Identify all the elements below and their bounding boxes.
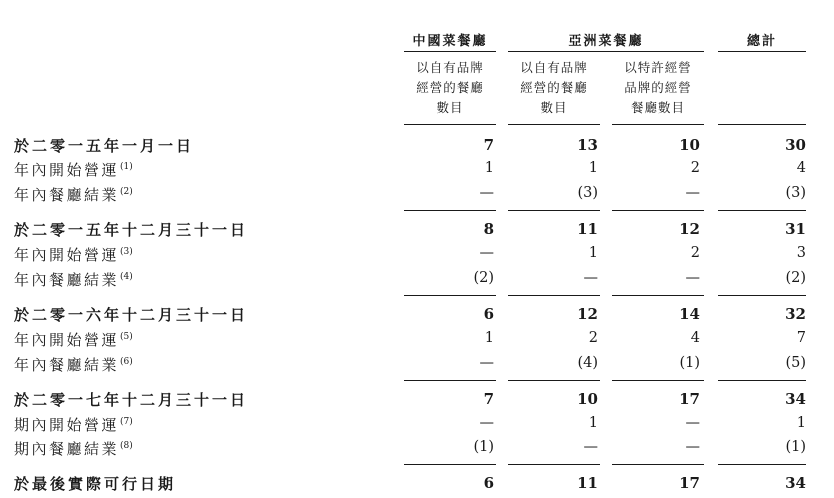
value-cell: 12 [577, 305, 598, 323]
value-cell: 31 [785, 220, 806, 238]
row-label-text: 年內餐廳結業 [14, 356, 120, 374]
group-header-chinese: 中國菜餐廳 [412, 34, 488, 49]
subheader-line: 數目 [436, 100, 464, 115]
value-cell: (3) [577, 185, 598, 201]
value-cell: — [583, 270, 598, 286]
subheader-line: 以特許經營 [624, 60, 692, 75]
row-label-text: 於二零一七年十二月三十一日 [14, 391, 249, 409]
row-label-text: 年內餐廳結業 [14, 271, 120, 289]
subheader-asian-franchise [612, 58, 704, 118]
value-cell: 3 [796, 245, 806, 261]
value-cell: 4 [796, 160, 806, 176]
footnote-marker: (2) [120, 187, 133, 197]
row-label-text: 於二零一六年十二月三十一日 [14, 306, 249, 324]
subtotal-rule [718, 380, 806, 381]
value-cell: 7 [483, 136, 494, 154]
subheader-line: 品牌的經營 [624, 80, 692, 95]
value-cell: 10 [577, 390, 598, 408]
footnote-marker: (5) [120, 332, 133, 342]
row-label-text: 年內餐廳結業 [14, 186, 120, 204]
value-cell: 34 [785, 474, 806, 492]
value-cell: 1 [588, 160, 598, 176]
footnote-marker: (7) [120, 417, 133, 427]
row-label [14, 414, 133, 435]
value-cell: — [583, 439, 598, 455]
group-underline-total [718, 51, 806, 52]
value-cell: 1 [588, 245, 598, 261]
subtotal-rule [718, 295, 806, 296]
value-cell: 30 [785, 136, 806, 154]
value-cell: 1 [484, 330, 494, 346]
group-underline-asian [508, 51, 704, 52]
value-cell: 10 [679, 136, 700, 154]
table-row [14, 327, 822, 351]
subheader-underline [404, 124, 496, 125]
footnote-marker: (3) [120, 247, 133, 257]
row-label-text: 年內開始營運 [14, 331, 120, 349]
subheader-line: 餐廳數目 [630, 100, 685, 115]
row-label [14, 354, 133, 375]
row-label [14, 184, 133, 205]
subheader-asian-own-brand [508, 58, 600, 118]
subtotal-rule [508, 295, 600, 296]
row-label [14, 244, 133, 265]
subtotal-rule [508, 464, 600, 465]
value-cell: (5) [785, 355, 806, 371]
value-cell: 32 [785, 305, 806, 323]
row-label-text: 年內開始營運 [14, 246, 120, 264]
value-cell: (2) [473, 270, 494, 286]
subtotal-rule [612, 464, 704, 465]
value-cell: 7 [796, 330, 806, 346]
row-label-text: 年內開始營運 [14, 161, 120, 179]
value-cell: 34 [785, 390, 806, 408]
subheader-line: 數目 [540, 100, 568, 115]
value-cell: (1) [679, 355, 700, 371]
value-cell: 1 [588, 415, 598, 431]
row-label-text: 期內餐廳結業 [14, 440, 120, 458]
value-cell: 11 [577, 474, 598, 492]
value-cell: — [479, 355, 494, 371]
table-row [14, 387, 822, 411]
value-cell: — [685, 185, 700, 201]
value-cell: 6 [483, 305, 494, 323]
value-cell: 2 [690, 245, 700, 261]
value-cell: 8 [483, 220, 494, 238]
subheader-line: 經營的餐廳 [520, 80, 588, 95]
subtotal-rule [404, 380, 496, 381]
subtotal-rule [612, 380, 704, 381]
subtotal-rule [718, 210, 806, 211]
subheader-underline [508, 124, 600, 125]
subheader-chinese-own-brand [404, 58, 496, 118]
subtotal-rule [404, 464, 496, 465]
value-cell: — [685, 415, 700, 431]
row-label-text: 於二零一五年一月一日 [14, 137, 195, 155]
value-cell: (2) [785, 270, 806, 286]
row-label [14, 438, 133, 459]
row-label [14, 329, 133, 350]
value-cell: 12 [679, 220, 700, 238]
value-cell: (1) [473, 439, 494, 455]
value-cell: (1) [785, 439, 806, 455]
table-row [14, 436, 822, 460]
value-cell: 17 [679, 390, 700, 408]
value-cell: — [685, 270, 700, 286]
subheader-line: 以自有品牌 [416, 60, 484, 75]
subheader-underline [718, 124, 806, 125]
group-underline-chinese [404, 51, 496, 52]
subheader-line: 以自有品牌 [520, 60, 588, 75]
table-row [14, 157, 822, 181]
subtotal-rule [404, 295, 496, 296]
row-label [14, 159, 133, 180]
subheader-underline [612, 124, 704, 125]
table-row [14, 471, 822, 495]
row-label [14, 389, 248, 410]
value-cell: 1 [484, 160, 494, 176]
row-label [14, 135, 194, 156]
row-label [14, 219, 248, 240]
value-cell: 2 [588, 330, 598, 346]
group-header-total: 總計 [746, 34, 777, 49]
row-label-text: 於最後實際可行日期 [14, 475, 177, 493]
footnote-marker: (8) [120, 441, 133, 451]
value-cell: — [685, 439, 700, 455]
table-row [14, 217, 822, 241]
row-label [14, 473, 176, 494]
value-cell: 7 [483, 390, 494, 408]
subtotal-rule [718, 464, 806, 465]
table-row [14, 133, 822, 157]
value-cell: 17 [679, 474, 700, 492]
value-cell: (4) [577, 355, 598, 371]
table-row [14, 242, 822, 266]
value-cell: 11 [577, 220, 598, 238]
table-row [14, 302, 822, 326]
subtotal-rule [612, 295, 704, 296]
subtotal-rule [612, 210, 704, 211]
footnote-marker: (1) [120, 162, 133, 172]
group-header-asian: 亞洲菜餐廳 [568, 34, 644, 49]
value-cell: (3) [785, 185, 806, 201]
subheader-line: 經營的餐廳 [416, 80, 484, 95]
subtotal-rule [404, 210, 496, 211]
table-row [14, 267, 822, 291]
table-row [14, 182, 822, 206]
value-cell: 2 [690, 160, 700, 176]
footnote-marker: (4) [120, 272, 133, 282]
subtotal-rule [508, 210, 600, 211]
value-cell: 14 [679, 305, 700, 323]
table-row [14, 352, 822, 376]
value-cell: — [479, 415, 494, 431]
value-cell: 13 [577, 136, 598, 154]
table-row [14, 412, 822, 436]
value-cell: — [479, 245, 494, 261]
value-cell: 1 [796, 415, 806, 431]
subtotal-rule [508, 380, 600, 381]
value-cell: 6 [483, 474, 494, 492]
row-label-text: 於二零一五年十二月三十一日 [14, 221, 249, 239]
value-cell: — [479, 185, 494, 201]
footnote-marker: (6) [120, 357, 133, 367]
row-label-text: 期內開始營運 [14, 416, 120, 434]
row-label [14, 269, 133, 290]
row-label [14, 304, 248, 325]
value-cell: 4 [690, 330, 700, 346]
